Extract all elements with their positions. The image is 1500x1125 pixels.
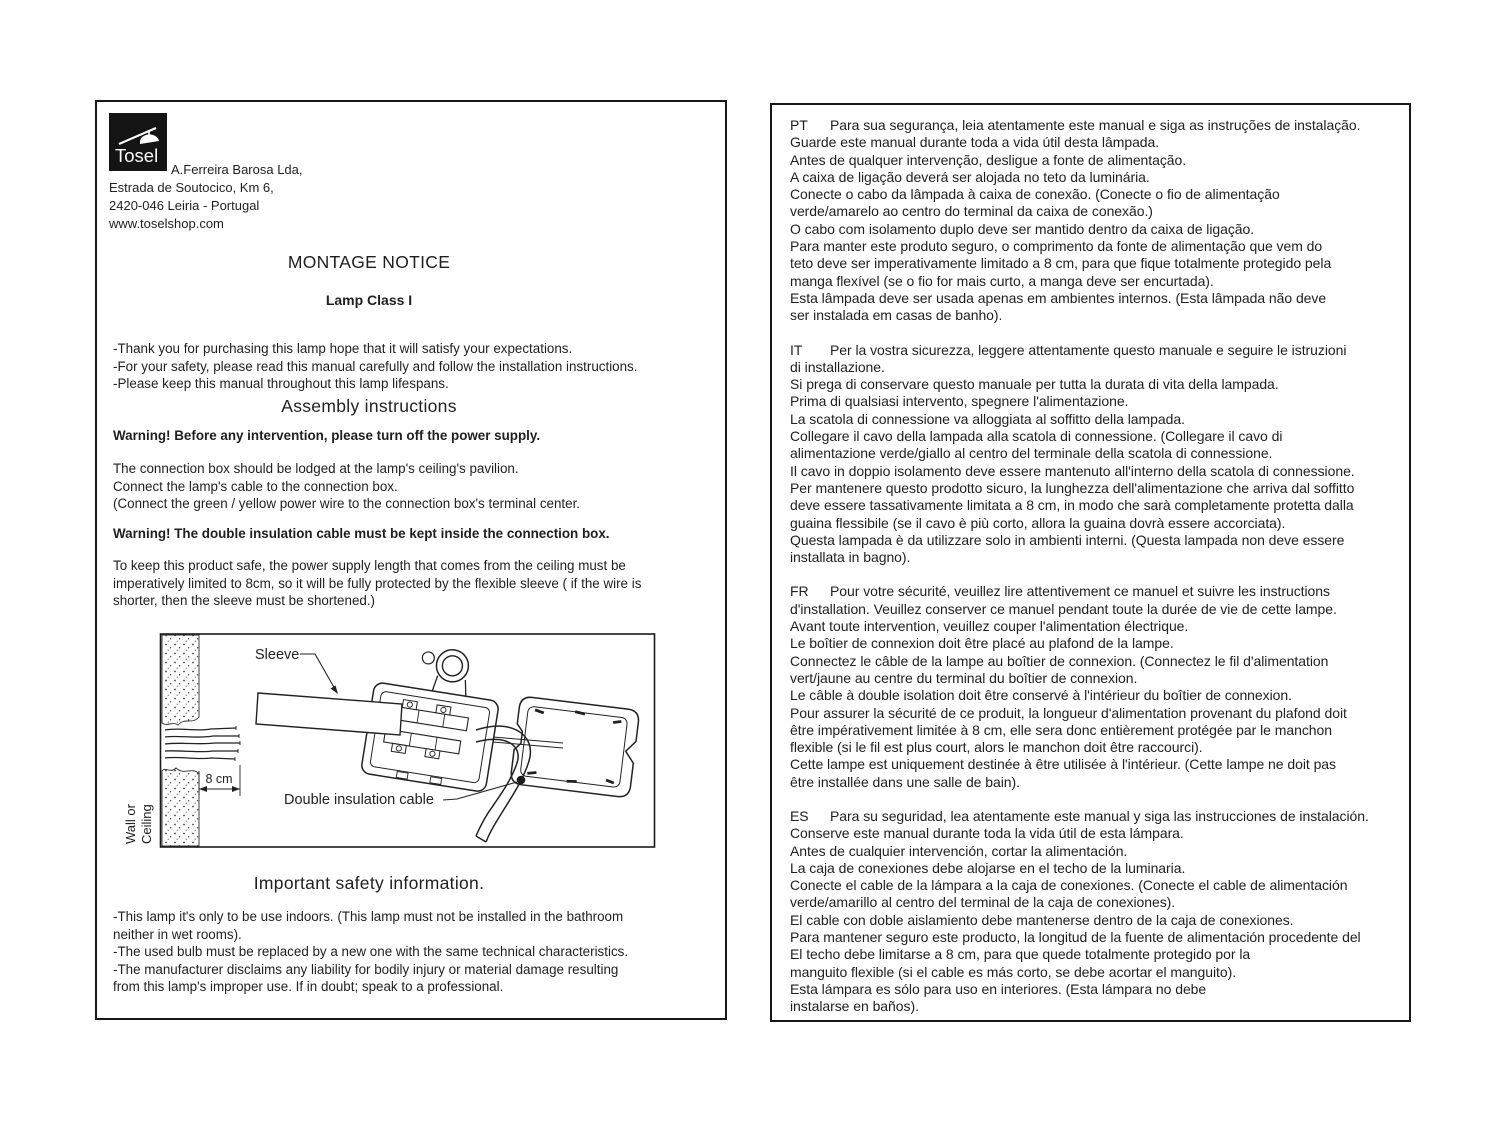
sleeve-label: Sleeve <box>255 647 300 663</box>
text-line: teto deve ser imperativamente limitado a 8 cm, para que fique totalmente protegido pela <box>790 255 1332 272</box>
text-line: verde/amarillo al centro del terminal de la caja de conexiones). <box>790 894 1176 911</box>
text-line: La caja de conexiones debe alojarse en el techo de la luminaria. <box>790 859 1186 876</box>
dimension-label: 8 cm <box>205 772 233 786</box>
text-line: La scatola di connessione va alloggiata al soffitto della lampada. <box>790 410 1185 427</box>
text-line: Il cavo in doppio isolamento deve essere mantenuto all'interno della scatola di connessione. <box>790 462 1355 479</box>
company-website: www.toselshop.com <box>109 216 224 231</box>
text-line: Le boîtier de connexion doit être placé au plafond de la lampe. <box>790 635 1174 652</box>
text-line: flexible (si le fil est plus court, alors le manchon doit être raccourci). <box>790 739 1203 756</box>
company-city: 2420-046 Leiria - Portugal <box>109 198 260 213</box>
text-line: Questa lampada è da utilizzare solo in ambienti interni. (Questa lampada non deve essere <box>790 531 1345 548</box>
text-line: El cable con doble aislamiento debe mantenerse dentro de la caja de conexiones. <box>790 911 1294 928</box>
lang-first-line <box>790 583 1405 600</box>
text-line: Pour assurer la sécurité de ce produit, la longueur d'alimentation provenant du plafond doit <box>790 704 1347 721</box>
assembly-paragraph-1 <box>113 460 580 513</box>
text-line: Esta lâmpada deve ser usada apenas em ambientes internos. (Esta lâmpada não deve <box>790 289 1327 306</box>
text-line: Collegare il cavo della lampada alla scatola di connessione. (Collegare il cavo di <box>790 428 1283 445</box>
lang-section-fr <box>790 583 1405 791</box>
text-line: Para mantener seguro este producto, la longitud de la fuente de alimentación procedente del <box>790 929 1361 946</box>
lang-first-text: Pour votre sécurité, veuillez lire attentivement ce manuel et suivre les instructions <box>830 583 1330 600</box>
text-line: Antes de qualquer intervenção, desligue a fonte de alimentação. <box>790 151 1187 168</box>
text-line: Connect the lamp's cable to the connection box. <box>113 478 398 494</box>
lang-first-line <box>790 808 1405 825</box>
text-line: manga flexível (se o fio for mais curto, a manga deve ser encurtada). <box>790 272 1214 289</box>
lang-first-line <box>790 117 1405 134</box>
text-line: shorter, then the sleeve must be shortened.) <box>113 593 376 608</box>
text-line: être installée dans une salle de bain). <box>790 773 1020 790</box>
safety-paragraph <box>113 908 628 996</box>
text-line: Conserve este manual durante toda la vida útil de esta lámpara. <box>790 825 1184 842</box>
text-line: To keep this product safe, the power supply length that comes from the ceiling must be <box>113 558 626 573</box>
company-name: A.Ferreira Barosa Lda, <box>171 162 303 177</box>
text-line: manguito flexible (si el cable es más corto, se debe acortar el manguito). <box>790 963 1237 980</box>
text-line: installata in bagno). <box>790 549 911 566</box>
warning-double-insulation: Warning! The double insulation cable must be kept inside the connection box. <box>113 526 610 541</box>
text-line: alimentazione verde/giallo al centro del terminale della scatola di connessione. <box>790 445 1273 462</box>
wall-ceiling-label <box>123 803 154 844</box>
lang-first-line <box>790 342 1405 359</box>
text-line: Cette lampe est uniquement destinée à être utilisée à l'intérieur. (Cette lampe ne doit pas <box>790 756 1336 773</box>
tosel-logo <box>109 113 167 171</box>
text-line: Avant toute intervention, veuillez couper l'alimentation électrique. <box>790 618 1189 635</box>
text-line: Per mantenere questo prodotto sicuro, la lunghezza dell'alimentazione che arriva dal soffitto <box>790 479 1355 496</box>
text-line: Para manter este produto seguro, o comprimento da fonte de alimentação que vem do <box>790 238 1323 255</box>
lang-lines <box>790 134 1405 324</box>
text-line: Le câble à double isolation doit être conservé à l'intérieur du boîtier de connexion. <box>790 687 1292 704</box>
text-line: Prima di qualsiasi intervento, spegnere l'alimentazione. <box>790 393 1129 410</box>
text-line: être impérativement limitée à 8 cm, elle sera donc entièrement protégée par le manchon <box>790 721 1332 738</box>
assembly-paragraph-2 <box>113 557 641 610</box>
text-line: Si prega di conservare questo manuale per tutta la durata di vita della lampada. <box>790 376 1279 393</box>
text-line: Conecte o cabo da lâmpada à caixa de conexão. (Conecte o fio de alimentação <box>790 186 1280 203</box>
lang-section-it <box>790 342 1405 567</box>
text-line: -Thank you for purchasing this lamp hope that it will satisfy your expectations. <box>113 341 573 356</box>
text-line: El techo debe limitarse a 8 cm, para que quede totalmente protegido por la <box>790 946 1251 963</box>
text-line: -The used bulb must be replaced by a new one with the same technical characteristics. <box>113 944 629 959</box>
text-line: -This lamp it's only to be use indoors. (This lamp must not be installed in the bathroom <box>113 909 624 924</box>
cable-pointer-dot <box>517 776 526 785</box>
text-line: A caixa de ligação deverá ser alojada no teto da luminária. <box>790 168 1150 185</box>
lang-section-pt <box>790 117 1405 325</box>
text-line: -Please keep this manual throughout this lamp lifespans. <box>113 376 449 391</box>
translations-page <box>770 103 1411 1022</box>
text-line: imperatively limited to 8cm, so it will be fully protected by the flexible sleeve ( if the wire is <box>113 575 642 591</box>
text-line: ser instalada em casas de banho). <box>790 307 1003 324</box>
text-line: di installazione. <box>790 358 885 375</box>
logo-text: Tosel <box>115 145 159 166</box>
text-line: deve essere tassativamente limitata a 8 cm, in modo che sarà completamente protetta dalla <box>790 497 1354 514</box>
lamp-logo-icon <box>109 113 167 171</box>
assembly-heading: Assembly instructions <box>281 396 457 416</box>
lang-code-fr: FR <box>790 583 809 600</box>
installation-diagram <box>119 633 659 849</box>
text-line: neither in wet rooms). <box>113 926 242 942</box>
wall-label-line2: Ceiling <box>139 804 154 844</box>
text-line: instalarse en baños). <box>790 998 919 1015</box>
text-line: guaina flessibile (se il cavo è più corto, allora la guaina dovrà essere accorciata). <box>790 514 1286 531</box>
lang-code-pt: PT <box>790 117 808 133</box>
lang-first-text: Para su seguridad, lea atentamente este manual y siga las instrucciones de instalación. <box>830 807 1369 824</box>
intro-paragraph <box>113 340 637 393</box>
lang-lines <box>790 601 1405 791</box>
safety-heading: Important safety information. <box>253 873 485 893</box>
lang-code-it: IT <box>790 341 803 358</box>
lamp-class-subtitle: Lamp Class I <box>325 292 413 308</box>
text-line: verde/amarelo ao centro do terminal da caixa de conexão.) <box>790 203 1153 220</box>
lang-first-text: Per la vostra sicurezza, leggere attentamente questo manuale e seguire le istruzioni <box>830 341 1347 358</box>
lang-section-es <box>790 808 1405 1016</box>
cable-label: Double insulation cable <box>284 792 434 808</box>
text-line: -For your safety, please read this manual carefully and follow the installation instructions. <box>113 358 638 374</box>
text-line: vert/jaune au centre du terminal du boîtier de connexion. <box>790 669 1138 686</box>
text-line: Guarde este manual durante toda a vida útil desta lâmpada. <box>790 134 1160 151</box>
company-address: Estrada de Soutocico, Km 6, <box>109 180 274 195</box>
text-line: Esta lámpara es sólo para uso en interiores. (Esta lámpara no debe <box>790 980 1207 997</box>
text-line: d'installation. Veuillez conserver ce manuel pendant toute la durée de vie de cette lampe. <box>790 600 1337 617</box>
text-line: The connection box should be lodged at the lamp's ceiling's pavilion. <box>113 461 519 476</box>
text-line: -The manufacturer disclaims any liability for bodily injury or material damage resulting <box>113 961 619 977</box>
text-line: from this lamp's improper use. If in doubt; speak to a professional. <box>113 979 504 994</box>
lang-lines <box>790 825 1405 1015</box>
lang-first-text: Para sua segurança, leia atentamente este manual e siga as instruções de instalação. <box>830 117 1361 133</box>
text-line: Antes de cualquier intervención, cortar la alimentación. <box>790 842 1128 859</box>
lang-code-es: ES <box>790 807 809 824</box>
montage-notice-page <box>95 100 727 1020</box>
page-title: MONTAGE NOTICE <box>287 252 451 272</box>
text-line: (Connect the green / yellow power wire to the connection box's terminal center. <box>113 496 581 511</box>
wall-label-line1: Wall or <box>123 804 138 844</box>
lang-lines <box>790 359 1405 567</box>
text-line: Connectez le câble de la lampe au boîtier de connexion. (Connectez le fil d'alimentation <box>790 652 1329 669</box>
text-line: Conecte el cable de la lámpara a la caja de conexiones. (Conecte el cable de alimentación <box>790 877 1348 894</box>
warning-power-supply: Warning! Before any intervention, please turn off the power supply. <box>113 428 541 443</box>
text-line: O cabo com isolamento duplo deve ser mantido dentro da caixa de ligação. <box>790 220 1255 237</box>
